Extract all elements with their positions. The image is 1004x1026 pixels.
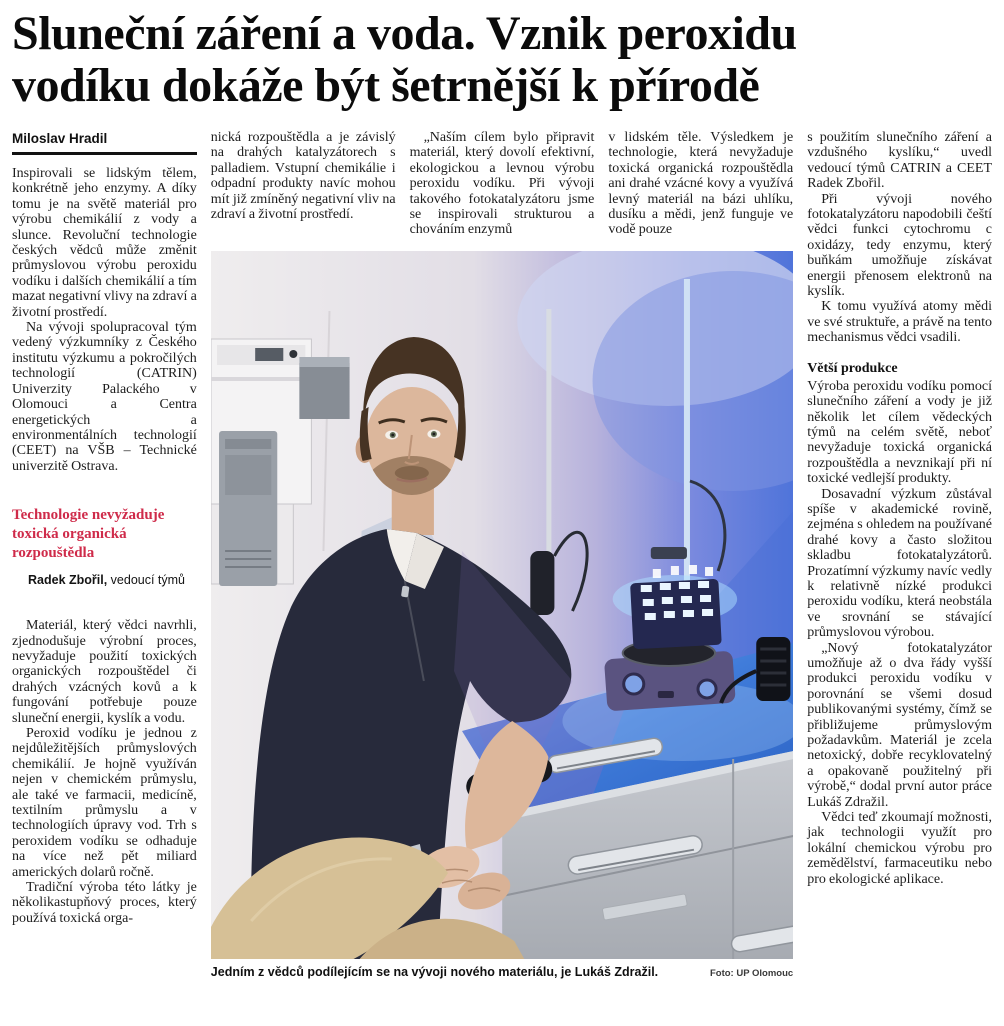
middle-section xyxy=(211,130,793,979)
article-photo-figure xyxy=(211,251,793,979)
paragraph: Na vývoji spolupracoval tým vedený výzkumníky z Českého institutu výzkumu a pokročilých technologií (CATRIN) Univerzity Palackého v Olomouci a Centra energetických a environmentálních technologií (CEET) na VŠB – Technické univerzitě Ostrava. xyxy=(12,320,197,474)
paragraph: Vědci teď zkoumají možnosti, jak technologii využít pro lokální chemickou výrobu pro zemědělství, farmaceutiku nebo pro ekologické aplikace. xyxy=(807,810,992,887)
paragraph: Peroxid vodíku je jednou z nejdůležitějších průmyslových chemikálií. Je hojně využíván nejen v chemickém průmyslu, ale také ve farmacii, medicíně, textilním průmyslu a v technologiích úpravy vod. Trh s peroxidem vodíku se odhaduje na více než pět miliard amerických dolarů ročně. xyxy=(12,725,197,880)
paragraph-column-3: „Naším cílem bylo připravit materiál, který dovolí efektivní, ekologickou a levnou výrobu peroxidu vodíku. Při vývoji takového fotokatalyzátoru jsme se inspirovali strukturou a chováním enzymů xyxy=(409,130,595,238)
pull-quote-block xyxy=(12,506,197,588)
paragraph: Dosavadní výzkum zůstával spíše v akademické rovině, zejména s ohledem na používané drahé kovy a často složitou skladbu fotokatalyzátorů. Prozatímní výzkumy navíc vedly k relativně nízké produkci peroxidu vodíku, která neobstála ve srovnání se stávající průmyslovou výrobou. xyxy=(807,486,992,641)
column-5 xyxy=(807,130,992,887)
photo-credit: Foto: UP Olomouc xyxy=(709,967,794,979)
paragraph: s použitím slunečního záření a vzdušného kyslíku,“ uvedl vedoucí týmů CATRIN a CEET Radek Zbořil. xyxy=(807,130,992,192)
paragraph: „Nový fotokatalyzátor umožňuje až o dva řády vyšší produkci peroxidu vodíku v porovnání se všemi dosud publikovanými systémy, čímž se přibližujeme průmyslovým požadavkům. Materiál je zcela netoxický, dobře recyklovatelný a opakovaně použitelný při výrobě,“ dodal první autor práce Lukáš Zdražil. xyxy=(807,640,992,810)
column-1 xyxy=(12,130,197,926)
byline-rule xyxy=(12,152,197,155)
quote-author-role: vedoucí týmů xyxy=(107,573,186,588)
paragraph: Výroba peroxidu vodíku pomocí slunečního záření a vody je již několik let cílem vědeckých týmů na celém světě, neboť nevyžaduje toxická organická rozpouštědla a nevznikají při ní toxické vedlejší produkty. xyxy=(807,378,992,487)
article-headline xyxy=(12,8,992,112)
headline-line-1: Sluneční záření a voda. Vznik peroxidu xyxy=(12,7,797,60)
pull-quote-text: Technologie nevyžaduje toxická organická rozpouštědla xyxy=(12,507,165,562)
photo-caption: Jedním z vědců podílejícím se na vývoji nového materiálu, je Lukáš Zdražil. xyxy=(210,964,659,979)
section-subhead: Větší produkce xyxy=(807,360,898,376)
paragraph: K tomu využívá atomy mědi ve své struktuře, a právě na tento mechanismus vědci vsadili. xyxy=(807,299,992,346)
headline-line-2: vodíku dokáže být šetrnější k přírodě xyxy=(12,59,760,112)
article-body xyxy=(0,130,1004,979)
middle-text-columns xyxy=(211,130,793,238)
lab-photo xyxy=(211,251,793,959)
paragraph-column-2: nická rozpouštědla a je závislý na drahých katalyzátorech s palladiem. Vstupní chemikálie i odpadní produkty navíc mohou mít již zmíněný negativní vliv na zdraví a životní prostředí. xyxy=(210,130,396,223)
pull-quote-attribution xyxy=(12,573,197,588)
author-byline: Miloslav Hradil xyxy=(12,131,108,146)
paragraph: Při vývoji nového fotokatalyzátoru napodobili čeští vědci funkci cytochromu c oxidázy, tedy enzymu, který buňkám umožňuje získávat energii přenosem elektronů na kyslík. xyxy=(807,191,992,300)
quote-author: Radek Zbořil, xyxy=(28,573,108,588)
paragraph: Inspirovali se lidským tělem, konkrétně jeho enzymy. A díky tomu je na světě materiál pro výrobu chemikálií z vody a slunce. Revoluční technologie českých vědců může změnit průmyslovou výrobu peroxidu vodíku i dalších chemikálií a tím mazat negativní vlivy na zdraví a životní prostředí. xyxy=(12,166,197,320)
paragraph: Materiál, který vědci navrhli, zjednodušuje výrobní proces, nevyžaduje použití toxických organických rozpouštědel či drahých vzácných kovů a k fungování potřebuje pouze sluneční energii, kyslík a vodu. xyxy=(12,618,197,726)
newspaper-page xyxy=(0,8,1004,1026)
paragraph-column-4: v lidském těle. Výsledkem je technologie, která nevyžaduje toxická organická rozpouštědla ani drahé vzácné kovy a využívá levný materiál na bázi uhlíku, dusíku a mědi, jenž funguje ve vodě pouze xyxy=(608,130,794,238)
photo-caption-row xyxy=(211,965,793,979)
paragraph: Tradiční výroba této látky je několikastupňový proces, který používá toxická orga- xyxy=(12,880,197,926)
